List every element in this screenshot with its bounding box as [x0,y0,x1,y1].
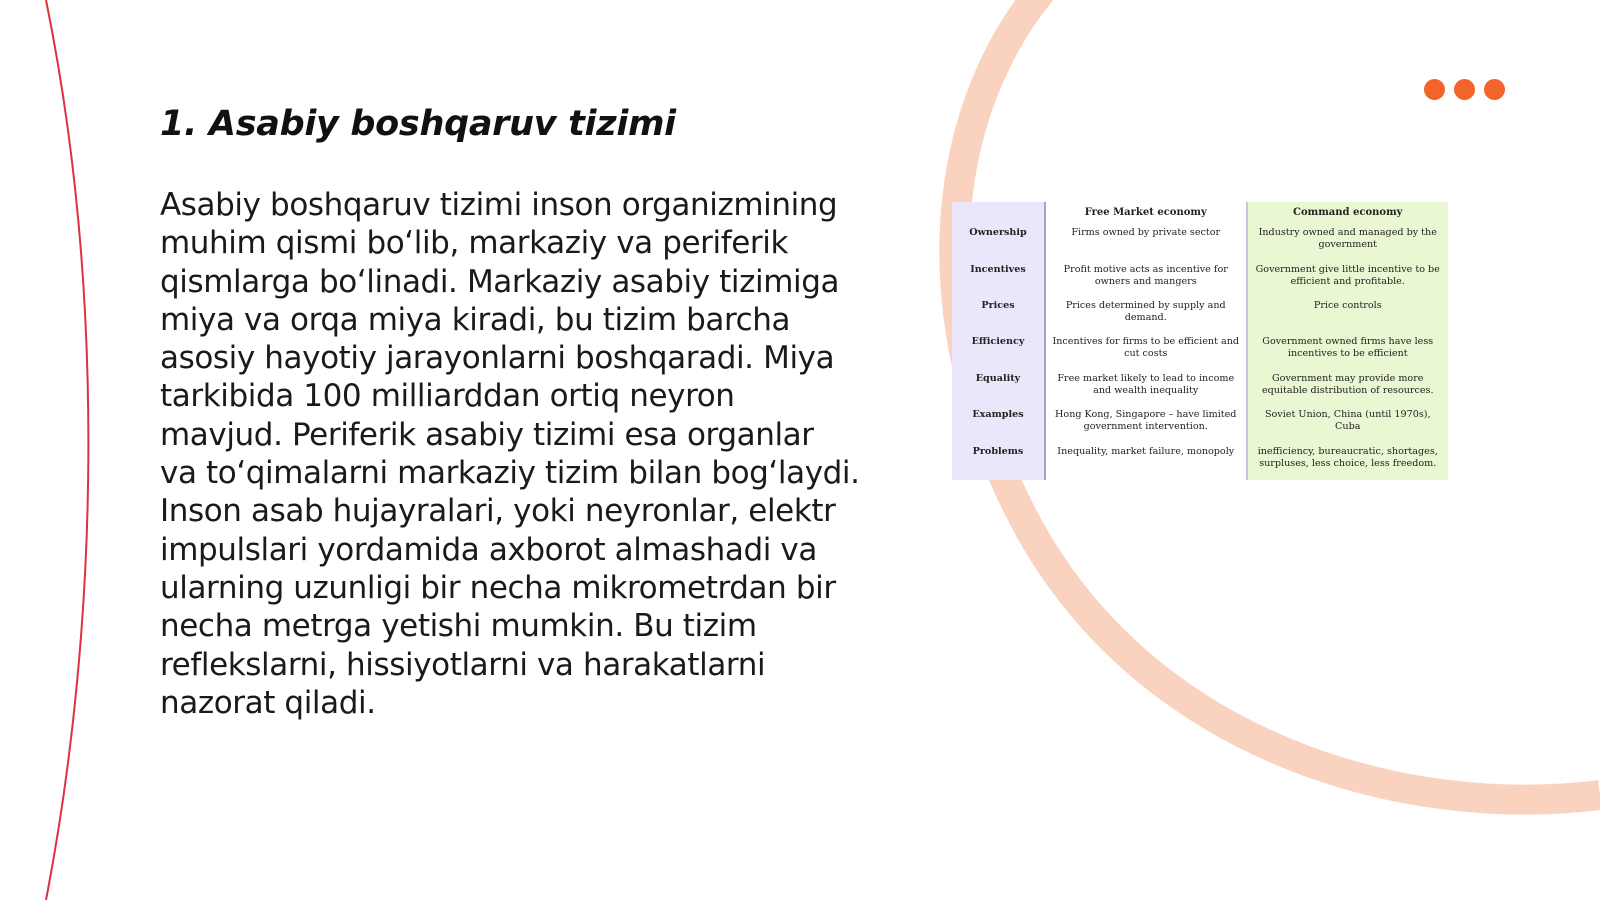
table-cell: inefficiency, bureaucratic, shortages, surpluses, less choice, less freedom. [1247,444,1449,480]
table-cell: Inequality, market failure, monopoly [1045,444,1247,480]
body-line: ularning uzunligi bir necha mikrometrdan bir [160,569,836,606]
dots-decoration [1424,79,1514,101]
body-line: asosiy hayotiy jarayonlarni boshqaradi. Miya [160,340,835,377]
table-row-label: Examples [952,407,1045,443]
body-line: Asabiy boshqaruv tizimi inson organizmining [160,187,838,223]
table-row [952,407,1448,443]
body-line: muhim qismi bo‘lib, markaziy va periferik [160,225,789,262]
table-cell: Prices determined by supply and demand. [1045,298,1247,334]
table-row [952,298,1448,334]
body-line: Inson asab hujayralari, yoki neyronlar, elektr [160,493,836,530]
table-cell: Government give little incentive to be efficient and profitable. [1247,262,1449,298]
table-cell: Government may provide more equitable distribution of resources. [1247,371,1449,407]
table-cell: Industry owned and managed by the government [1247,225,1449,261]
table-row [952,262,1448,298]
table-header-cell: Command economy [1247,202,1449,225]
table-cell: Firms owned by private sector [1045,225,1247,261]
body-line: miya va orqa miya kiradi, bu tizim barcha [160,301,791,338]
dot-3 [1484,79,1505,100]
dot-1 [1424,79,1445,100]
table-row-label: Incentives [952,262,1045,298]
table-row-label: Prices [952,298,1045,334]
table-header-cell: Free Market economy [1045,202,1247,225]
table-row [952,225,1448,261]
table-cell: Free market likely to lead to income and wealth inequality [1045,371,1247,407]
body-paragraph [160,186,860,722]
body-line: tarkibida 100 milliarddan ortiq neyron [160,378,735,415]
table-row [952,371,1448,407]
table-row-label: Equality [952,371,1045,407]
economy-comparison-table [952,202,1448,480]
table-row-label: Efficiency [952,334,1045,370]
table-cell: Incentives for firms to be efficient and cut costs [1045,334,1247,370]
table-cell: Soviet Union, China (until 1970s), Cuba [1247,407,1449,443]
table-row-label: Ownership [952,225,1045,261]
body-line: reflekslarni, hissiyotlarni va harakatlarni [160,646,766,683]
body-line: qismlarga bo‘linadi. Markaziy asabiy tizimiga [160,263,840,300]
table-cell: Government owned firms have less incentives to be efficient [1247,334,1449,370]
body-line: necha metrga yetishi mumkin. Bu tizim [160,608,757,645]
table-header-cell [952,202,1045,225]
slide-title: 1. Asabiy boshqaruv tizimi [160,104,676,144]
body-line: va to‘qimalarni markaziy tizim bilan bog‘laydi. [160,455,860,492]
dot-2 [1454,79,1475,100]
body-line: impulslari yordamida axborot almashadi va [160,531,817,568]
table-cell: Price controls [1247,298,1449,334]
table-row [952,444,1448,480]
table-row [952,334,1448,370]
table-row-label: Problems [952,444,1045,480]
red-curve-line-decoration [46,0,88,900]
table-header-row [952,202,1448,225]
table-cell: Profit motive acts as incentive for owners and mangers [1045,262,1247,298]
body-line: nazorat qiladi. [160,684,376,721]
body-line: mavjud. Periferik asabiy tizimi esa organlar [160,416,814,453]
table-cell: Hong Kong, Singapore – have limited government intervention. [1045,407,1247,443]
